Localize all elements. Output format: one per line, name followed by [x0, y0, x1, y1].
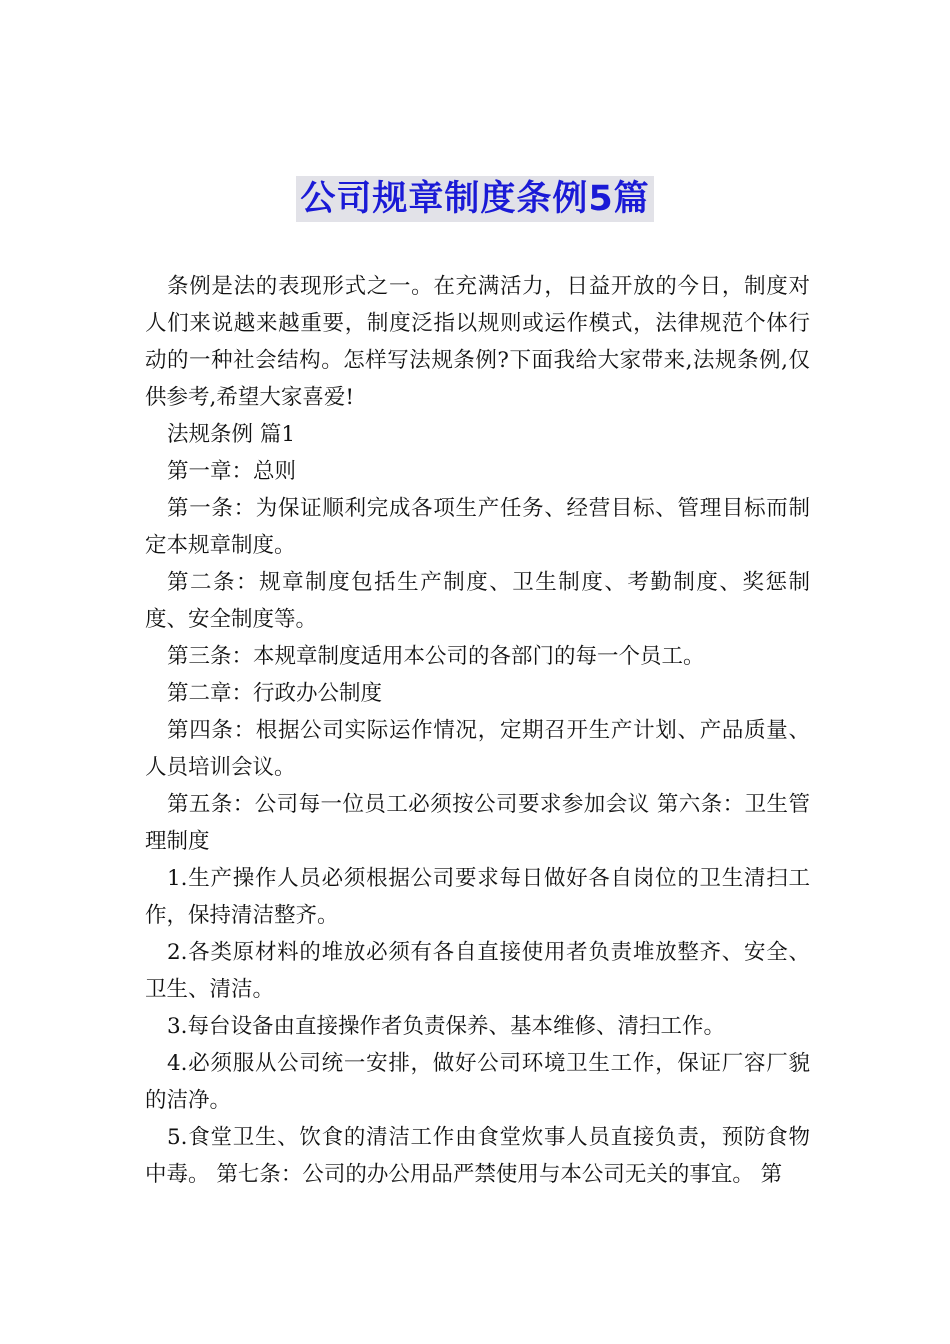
list-item: 4.必须服从公司统一安排，做好公司环境卫生工作，保证厂容厂貌的洁净。 [145, 1051, 810, 1113]
article-paragraph: 第一条：为保证顺利完成各项生产任务、经营目标、管理目标而制定本规章制度。 [145, 496, 810, 558]
list-item: 3.每台设备由直接操作者负责保养、基本维修、清扫工作。 [167, 1014, 726, 1039]
section-heading: 法规条例 篇1 [167, 422, 296, 447]
article-paragraph: 第二条：规章制度包括生产制度、卫生制度、考勤制度、奖惩制度、安全制度等。 [145, 570, 810, 632]
article-paragraph: 第四条：根据公司实际运作情况，定期召开生产计划、产品质量、人员培训会议。 [145, 718, 810, 780]
article-paragraph: 第三条：本规章制度适用本公司的各部门的每一个员工。 [167, 644, 705, 669]
intro-paragraph: 条例是法的表现形式之一。在充满活力，日益开放的今日，制度对人们来说越来越重要，制度泛指以规则或运作模式，法律规范个体行动的一种社会结构。怎样写法规条例?下面我给大家带来,法规条例,仅供参考,希望大家喜爱! [145, 274, 810, 410]
chapter-heading: 第二章：行政办公制度 [167, 681, 383, 706]
list-item: 5.食堂卫生、饮食的清洁工作由食堂炊事人员直接负责，预防食物中毒。 第七条：公司的办公用品严禁使用与本公司无关的事宜。 第 [145, 1125, 810, 1187]
chapter-heading: 第一章：总则 [167, 459, 297, 484]
list-item: 2.各类原材料的堆放必须有各自直接使用者负责堆放整齐、安全、卫生、清洁。 [145, 940, 810, 1002]
list-item: 1.生产操作人员必须根据公司要求每日做好各自岗位的卫生清扫工作，保持清洁整齐。 [145, 866, 810, 928]
title-block [0, 176, 950, 222]
article-paragraph: 第五条：公司每一位员工必须按公司要求参加会议 第六条：卫生管理制度 [145, 792, 810, 854]
document-body [145, 268, 810, 1193]
document-title: 公司规章制度条例5篇 [296, 176, 653, 222]
